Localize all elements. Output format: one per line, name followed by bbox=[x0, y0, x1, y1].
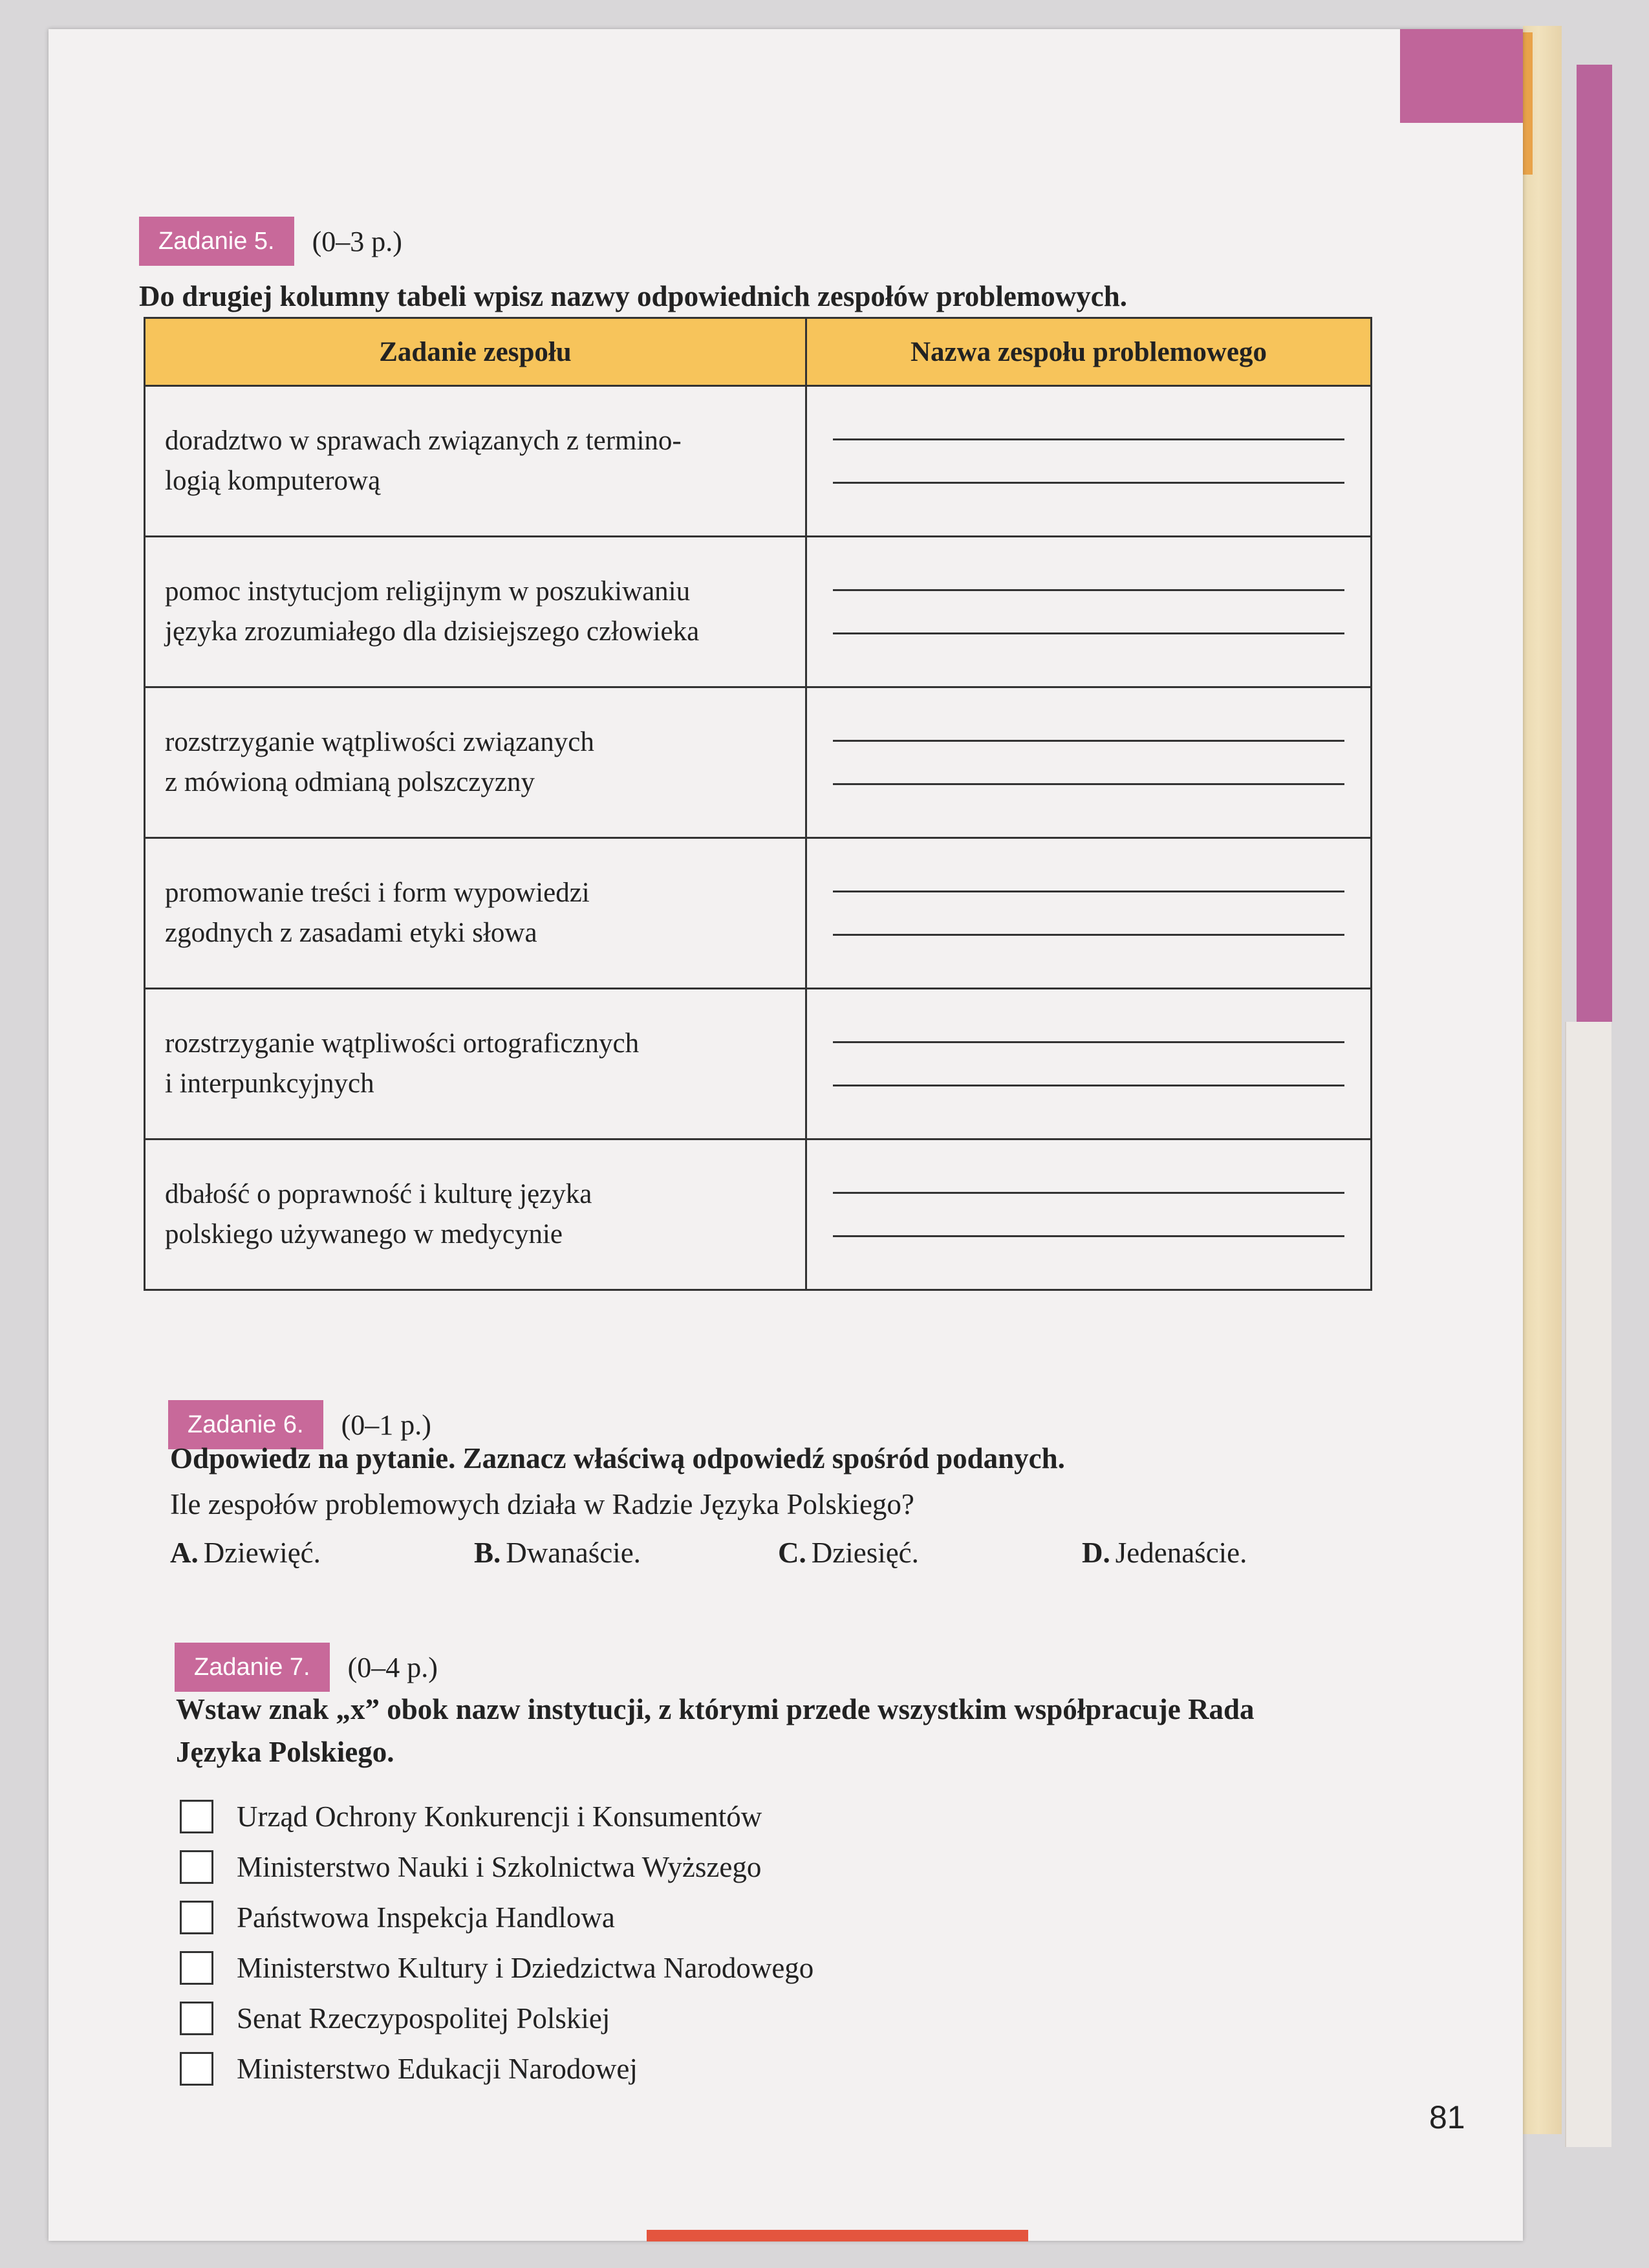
answer-field[interactable] bbox=[806, 989, 1372, 1139]
table-row bbox=[145, 838, 1372, 989]
description-line: dbałość o poprawność i kulturę języka bbox=[165, 1179, 592, 1209]
task-description bbox=[145, 537, 806, 687]
answer-text: Dziesięć. bbox=[811, 1537, 919, 1569]
table-row bbox=[145, 537, 1372, 687]
column-header-task: Zadanie zespołu bbox=[145, 318, 806, 386]
writing-line[interactable] bbox=[833, 1041, 1344, 1043]
instruction-line: Wstaw znak „x” obok nazw instytucji, z którymi przede wszystkim współpracuje Rada bbox=[176, 1693, 1255, 1725]
checklist-item bbox=[180, 1892, 814, 1943]
writing-line[interactable] bbox=[833, 740, 1344, 742]
task-description bbox=[145, 989, 806, 1139]
table-row bbox=[145, 386, 1372, 537]
checklist-item bbox=[180, 1842, 814, 1892]
page-stack bbox=[1565, 1022, 1611, 2147]
writing-line[interactable] bbox=[833, 1085, 1344, 1086]
description-line: logią komputerową bbox=[165, 466, 381, 496]
institution-checklist bbox=[180, 1791, 814, 2094]
writing-line[interactable] bbox=[833, 891, 1344, 892]
task-6-question: Ile zespołów problemowych działa w Radzie Języka Polskiego? bbox=[170, 1488, 914, 1520]
task-description bbox=[145, 386, 806, 537]
description-line: doradztwo w sprawach związanych z termino- bbox=[165, 426, 682, 456]
edge-marker-purple bbox=[1577, 65, 1612, 1022]
answer-field[interactable] bbox=[806, 537, 1372, 687]
writing-line[interactable] bbox=[833, 482, 1344, 484]
writing-line[interactable] bbox=[833, 589, 1344, 591]
description-line: zgodnych z zasadami etyki słowa bbox=[165, 918, 537, 948]
option-label: Ministerstwo Edukacji Narodowej bbox=[237, 2053, 638, 2085]
page-edge bbox=[1523, 26, 1562, 2134]
task-6-answers bbox=[170, 1536, 1386, 1570]
corner-tab bbox=[1400, 29, 1523, 123]
answer-field[interactable] bbox=[806, 687, 1372, 838]
writing-line[interactable] bbox=[833, 632, 1344, 634]
answer-letter: D. bbox=[1082, 1537, 1110, 1569]
checkbox[interactable] bbox=[180, 2052, 213, 2086]
answer-field[interactable] bbox=[806, 386, 1372, 537]
checklist-item bbox=[180, 1791, 814, 1842]
checkbox[interactable] bbox=[180, 1850, 213, 1884]
option-label: Urząd Ochrony Konkurencji i Konsumentów bbox=[237, 1800, 762, 1833]
description-line: rozstrzyganie wątpliwości związanych bbox=[165, 727, 594, 757]
column-header-name: Nazwa zespołu problemowego bbox=[806, 318, 1372, 386]
instruction-line: Języka Polskiego. bbox=[176, 1736, 394, 1768]
task-7-badge: Zadanie 7. bbox=[175, 1643, 330, 1692]
table-row bbox=[145, 1139, 1372, 1290]
answer-option-b[interactable] bbox=[474, 1536, 778, 1570]
checkbox[interactable] bbox=[180, 1901, 213, 1934]
answer-field[interactable] bbox=[806, 1139, 1372, 1290]
answer-option-d[interactable] bbox=[1082, 1536, 1386, 1570]
description-line: języka zrozumiałego dla dzisiejszego człowieka bbox=[165, 616, 700, 647]
table-row bbox=[145, 687, 1372, 838]
answer-option-c[interactable] bbox=[778, 1536, 1082, 1570]
answer-text: Dwanaście. bbox=[506, 1537, 641, 1569]
writing-line[interactable] bbox=[833, 1192, 1344, 1194]
checkbox[interactable] bbox=[180, 1800, 213, 1833]
task-5-header bbox=[139, 217, 402, 266]
task-7-header bbox=[175, 1643, 438, 1692]
answer-field[interactable] bbox=[806, 838, 1372, 989]
task-7-instruction bbox=[176, 1688, 1254, 1773]
writing-line[interactable] bbox=[833, 783, 1344, 785]
answer-text: Dziewięć. bbox=[203, 1537, 321, 1569]
task-5-badge: Zadanie 5. bbox=[139, 217, 294, 266]
bottom-mark bbox=[647, 2230, 1028, 2241]
checkbox[interactable] bbox=[180, 1951, 213, 1985]
task-7-points: (0–4 p.) bbox=[347, 1651, 438, 1683]
checklist-item bbox=[180, 1993, 814, 2044]
checklist-item bbox=[180, 2044, 814, 2094]
answer-letter: B. bbox=[474, 1537, 501, 1569]
task-5-table bbox=[144, 317, 1372, 1291]
description-line: z mówioną odmianą polszczyzny bbox=[165, 767, 535, 797]
answer-letter: A. bbox=[170, 1537, 199, 1569]
task-description bbox=[145, 1139, 806, 1290]
task-6-badge: Zadanie 6. bbox=[168, 1400, 323, 1449]
task-6-points: (0–1 p.) bbox=[341, 1409, 431, 1441]
task-description bbox=[145, 687, 806, 838]
table-row bbox=[145, 989, 1372, 1139]
checklist-item bbox=[180, 1943, 814, 1993]
description-line: pomoc instytucjom religijnym w poszukiwaniu bbox=[165, 576, 691, 607]
task-5-instruction: Do drugiej kolumny tabeli wpisz nazwy odpowiednich zespołów problemowych. bbox=[139, 280, 1128, 312]
page-number: 81 bbox=[1429, 2099, 1465, 2135]
checkbox[interactable] bbox=[180, 2002, 213, 2035]
answer-option-a[interactable] bbox=[170, 1536, 474, 1570]
writing-line[interactable] bbox=[833, 934, 1344, 936]
writing-line[interactable] bbox=[833, 438, 1344, 440]
task-6-instruction: Odpowiedz na pytanie. Zaznacz właściwą odpowiedź spośród podanych. bbox=[170, 1442, 1065, 1474]
description-line: polskiego używanego w medycynie bbox=[165, 1219, 563, 1249]
task-description bbox=[145, 838, 806, 989]
answer-text: Jedenaście. bbox=[1115, 1537, 1247, 1569]
option-label: Państwowa Inspekcja Handlowa bbox=[237, 1901, 615, 1934]
answer-letter: C. bbox=[778, 1537, 806, 1569]
option-label: Senat Rzeczypospolitej Polskiej bbox=[237, 2002, 610, 2035]
table-header-row bbox=[145, 318, 1372, 386]
option-label: Ministerstwo Kultury i Dziedzictwa Narodowego bbox=[237, 1952, 814, 1984]
task-5-points: (0–3 p.) bbox=[312, 225, 402, 257]
description-line: promowanie treści i form wypowiedzi bbox=[165, 878, 590, 908]
option-label: Ministerstwo Nauki i Szkolnictwa Wyższego bbox=[237, 1851, 762, 1883]
writing-line[interactable] bbox=[833, 1235, 1344, 1237]
description-line: rozstrzyganie wątpliwości ortograficznych bbox=[165, 1028, 640, 1059]
description-line: i interpunkcyjnych bbox=[165, 1068, 374, 1099]
